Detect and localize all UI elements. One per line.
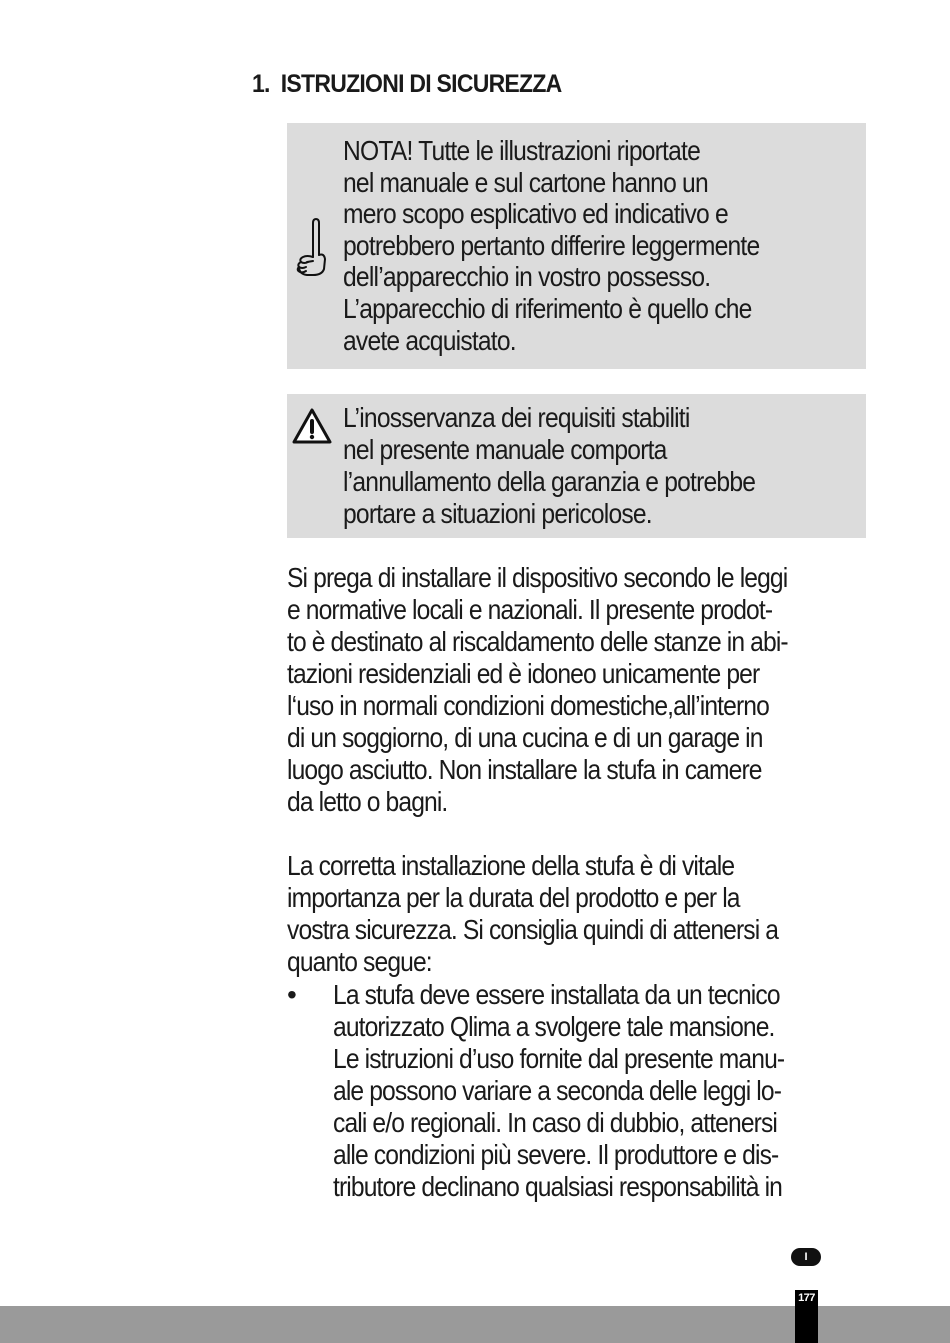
- nota-line: L’apparecchio di riferimento è quello che: [343, 292, 752, 324]
- nota-line: potrebbero pertanto differire leggermente: [343, 229, 760, 261]
- warning-triangle-icon: [291, 407, 333, 445]
- bullet-marker: •: [287, 979, 296, 1010]
- paragraph-line: da letto o bagni.: [287, 786, 448, 817]
- bullet-line: tributore declinano qualsiasi responsabilità in: [333, 1171, 783, 1202]
- bullet-text: [333, 979, 784, 1203]
- language-badge: I: [791, 1248, 821, 1266]
- nota-line: avete acquistato.: [343, 324, 516, 356]
- page-tab: [795, 1290, 818, 1343]
- nota-line: NOTA! Tutte le illustrazioni riportate: [343, 135, 700, 166]
- pointing-hand-icon: [293, 217, 329, 277]
- bullet-line: alle condizioni più severe. Il produttore e dis-: [333, 1139, 779, 1170]
- section-number: 1.: [252, 70, 270, 98]
- warning-line: L’inosservanza dei requisiti stabiliti: [343, 402, 690, 433]
- paragraph-line: quanto segue:: [287, 946, 432, 977]
- nota-line: dell’apparecchio in vostro possesso.: [343, 261, 711, 293]
- bullet-line: autorizzato Qlima a svolgere tale mansione.: [333, 1011, 775, 1042]
- warning-line: nel presente manuale comporta: [343, 434, 667, 465]
- paragraph-line: di un soggiorno, di una cucina e di un garage in: [287, 722, 763, 753]
- nota-box: [287, 123, 866, 369]
- section-title: ISTRUZIONI DI SICUREZZA: [280, 70, 562, 98]
- paragraph-line: l‘uso in normali condizioni domestiche,all’interno: [287, 690, 769, 721]
- paragraph-line: vostra sicurezza. Si consiglia quindi di attenersi a: [287, 914, 779, 945]
- paragraph-line: tazioni residenziali ed è idoneo unicamente per: [287, 658, 760, 689]
- bullet-line: Le istruzioni d’uso fornite dal presente manu-: [333, 1043, 785, 1074]
- paragraph-line: La corretta installazione della stufa è di vitale: [287, 850, 735, 881]
- warning-box: [287, 394, 866, 538]
- paragraph-correct-installation: [287, 850, 778, 978]
- paragraph-line: to è destinato al riscaldamento delle stanze in abi-: [287, 626, 788, 657]
- nota-line: nel manuale e sul cartone hanno un: [343, 166, 708, 198]
- paragraph-line: importanza per la durata del prodotto e per la: [287, 882, 740, 913]
- nota-line: mero scopo esplicativo ed indicativo e: [343, 198, 728, 230]
- bullet-line: cali e/o regionali. In caso di dubbio, attenersi: [333, 1107, 778, 1138]
- nota-text: [343, 135, 759, 356]
- paragraph-line: luogo asciutto. Non installare la stufa in camere: [287, 754, 762, 785]
- paragraph-installation: [287, 562, 788, 818]
- warning-line: l’annullamento della garanzia e potrebbe: [343, 466, 756, 497]
- bullet-line: ale possono variare a seconda delle leggi lo-: [333, 1075, 782, 1106]
- paragraph-line: Si prega di installare il dispositivo secondo le leggi: [287, 562, 788, 593]
- bullet-line: La stufa deve essere installata da un tecnico: [333, 979, 780, 1010]
- section-heading: [252, 70, 562, 99]
- warning-line: portare a situazioni pericolose.: [343, 498, 652, 529]
- paragraph-line: e normative locali e nazionali. Il presente prodot-: [287, 594, 773, 625]
- page-number: 177: [798, 1292, 815, 1304]
- warning-text: [343, 402, 755, 530]
